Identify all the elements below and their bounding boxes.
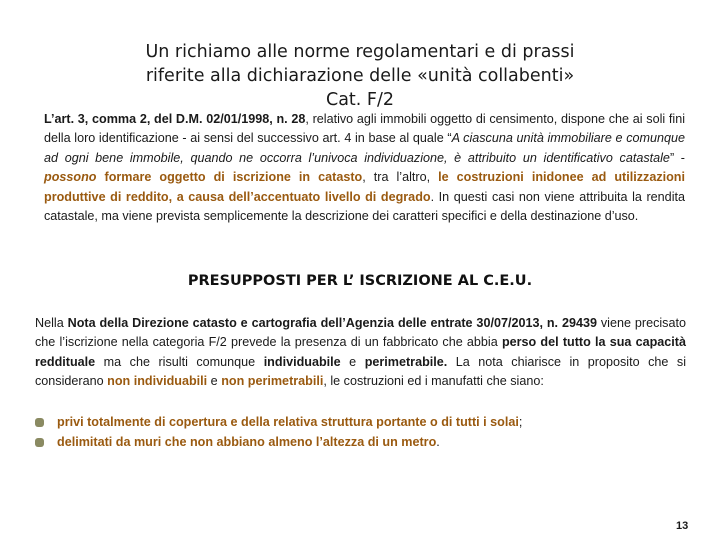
list-item	[35, 412, 686, 432]
p1-text-3: , tra l’altro,	[362, 170, 439, 185]
p2-highlight-1: non individuabili	[107, 374, 208, 389]
law-reference: L’art. 3, comma 2, del D.M. 02/01/1998, n. 28	[44, 112, 306, 126]
intro-paragraph	[44, 110, 685, 226]
p2-text-5: La nota chiarisce in proposito che si considerano	[35, 354, 686, 389]
p1-text-1: , relativo agli immobili oggetto di censimento, dispone che ai soli fini della loro identificazione - ai sensi del successivo art. 4 in base al quale “	[44, 112, 685, 146]
p2-bold-2: individuabile	[263, 354, 341, 369]
title-line-2: riferite alla dichiarazione delle «unità collabenti»	[145, 66, 575, 86]
p2-text-7: , le costruzioni ed i manufatti che siano:	[323, 374, 544, 389]
p1-text-2: ” -	[669, 150, 686, 165]
p2-text-1: Nella	[35, 316, 68, 330]
p2-text-2: viene precisato che l’iscrizione nella categoria F/2 prevede la presenza di un fabbricato che abbia	[35, 316, 686, 350]
bullet-suffix: ;	[518, 415, 523, 429]
page-title	[90, 40, 630, 112]
p1-text-4: . In questi casi non viene attribuita la rendita catastale, ma viene prevista semplicemente la descrizione dei caratteri specifici e della destinazione d’uso.	[44, 189, 685, 224]
bullet-list	[35, 412, 686, 452]
p2-text-6: e	[207, 374, 222, 389]
title-line-1: Un richiamo alle norme regolamentari e di prassi	[145, 42, 575, 62]
section-heading: PRESUPPOSTI PER L’ ISCRIZIONE AL C.E.U.	[187, 273, 533, 289]
p1-possono: possono	[44, 170, 97, 185]
p2-bold-3: perimetrabile.	[364, 354, 448, 369]
page-number: 13	[676, 520, 689, 532]
bullet-text: privi totalmente di copertura e della relativa struttura portante o di tutti i solai	[57, 415, 519, 429]
bullet-icon	[35, 418, 44, 427]
p2-note-reference: Nota della Direzione catasto e cartografia dell’Agenzia delle entrate 30/07/2013, n. 29439	[67, 316, 597, 330]
bullet-text: delimitati da muri che non abbiano almeno l’altezza di un metro	[57, 435, 437, 449]
p1-highlight-2: le costruzioni inidonee ad utilizzazioni produttive di reddito, a causa dell’accentuato livello di degrado	[44, 170, 685, 204]
body-paragraph	[35, 314, 686, 392]
p2-text-4: e	[340, 354, 365, 369]
p2-bold-1: perso del tutto la sua capacità reddituale	[35, 335, 686, 369]
p2-text-3: ma che risulti comunque	[95, 354, 264, 369]
list-item	[35, 432, 686, 452]
p1-highlight-1: formare oggetto di iscrizione in catasto	[96, 170, 363, 185]
p2-highlight-2: non perimetrabili	[221, 374, 324, 389]
title-line-3: Cat. F/2	[325, 90, 395, 110]
p1-quote: A ciascuna unità immobiliare e comunque ad ogni bene immobile, quando ne occorra l’univoca individuazione, è attribuito un identificativo catastale	[44, 131, 686, 165]
bullet-suffix: .	[436, 435, 440, 449]
bullet-icon	[35, 438, 44, 447]
